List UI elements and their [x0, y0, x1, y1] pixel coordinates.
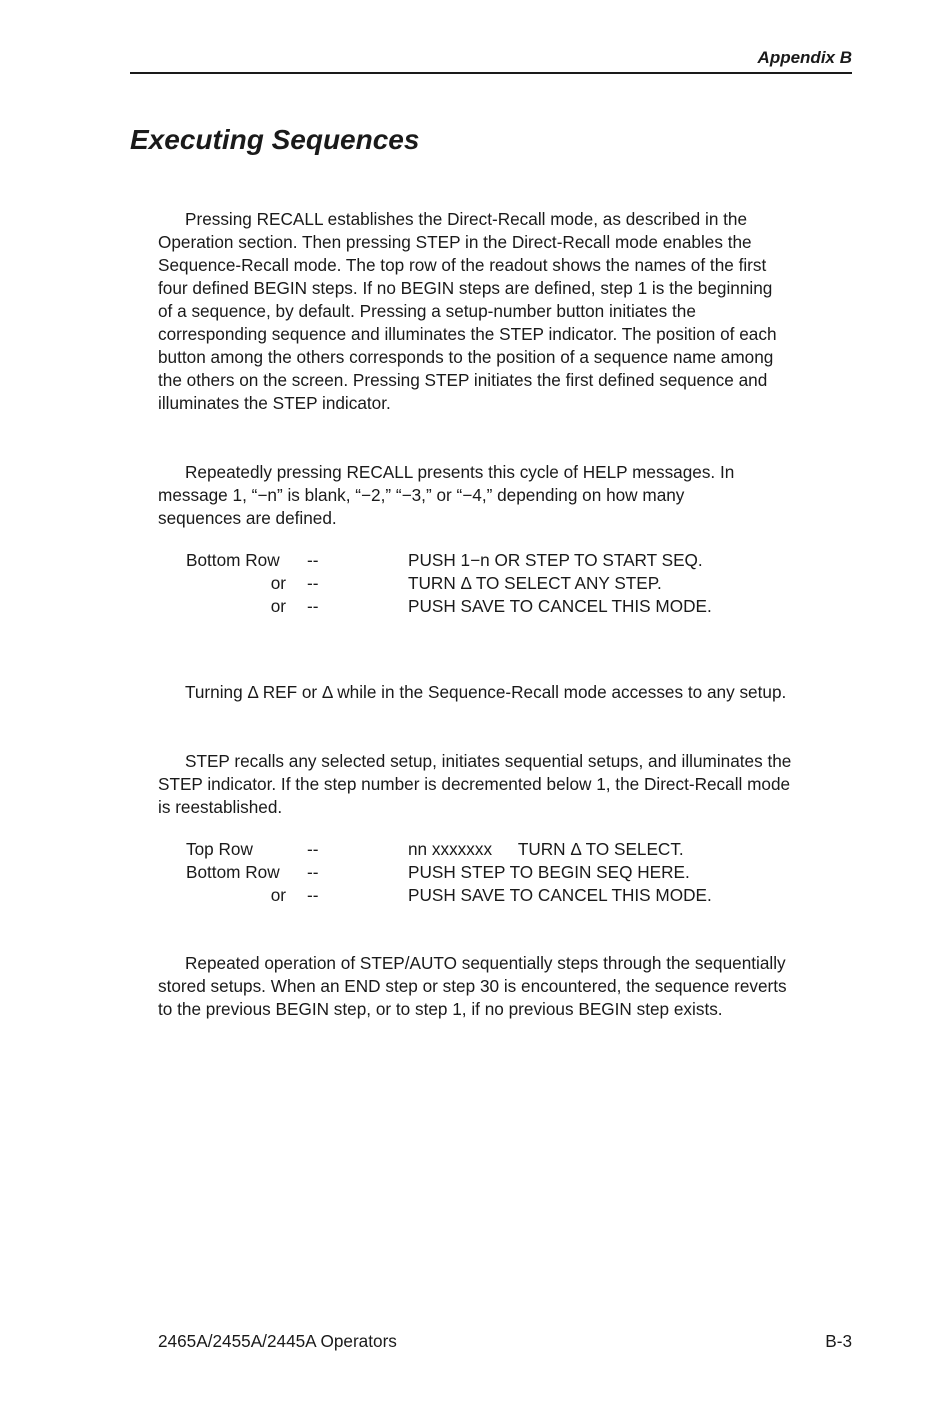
readout-message: TURN Δ TO SELECT ANY STEP.: [408, 573, 662, 593]
text-line: is reestablished.: [158, 797, 283, 817]
row-label: Bottom Row: [186, 550, 280, 570]
row-label: or: [270, 596, 286, 616]
paragraph-step-recall: [158, 750, 858, 819]
row-label: or: [270, 573, 286, 593]
readout-message: nn xxxxxxx TURN Δ TO SELECT.: [408, 839, 684, 859]
text-line: sequences are defined.: [158, 508, 337, 528]
text-line: Repeated operation of STEP/AUTO sequentially steps through the sequentially: [185, 953, 786, 973]
message-row: [186, 884, 806, 907]
text-line: illuminates the STEP indicator.: [158, 393, 391, 413]
row-label: or: [270, 885, 286, 905]
text-line: stored setups. When an END step or step 30 is encountered, the sequence reverts: [158, 976, 787, 996]
help-message-table-1: [186, 549, 806, 618]
text-line: button among the others corresponds to the position of a sequence name among: [158, 347, 774, 367]
message-row: [186, 595, 806, 618]
footer-manual-title: 2465A/2455A/2445A Operators: [158, 1331, 397, 1351]
text-line: STEP indicator. If the step number is decremented below 1, the Direct-Recall mode: [158, 774, 791, 794]
help-message-table-2: [186, 838, 806, 907]
paragraph-step-auto: [158, 952, 858, 1021]
text-line: Repeatedly pressing RECALL presents this cycle of HELP messages. In: [185, 462, 735, 482]
running-header: Appendix B: [757, 48, 852, 67]
paragraph-delta-turning: [158, 681, 858, 704]
readout-message: PUSH SAVE TO CANCEL THIS MODE.: [408, 885, 712, 905]
text-line: the others on the screen. Pressing STEP initiates the first defined sequence and: [158, 370, 768, 390]
row-separator: --: [307, 573, 319, 593]
message-row: [186, 861, 806, 884]
text-line: corresponding sequence and illuminates the STEP indicator. The position of each: [158, 324, 777, 344]
header-rule: [130, 72, 852, 74]
message-row: [186, 838, 806, 861]
paragraph-sequence-recall: [158, 208, 858, 415]
readout-message: PUSH STEP TO BEGIN SEQ HERE.: [408, 862, 690, 882]
text-line: Sequence-Recall mode. The top row of the readout shows the names of the first: [158, 255, 767, 275]
section-title: Executing Sequences: [130, 124, 420, 155]
text-line: four defined BEGIN steps. If no BEGIN steps are defined, step 1 is the beginning: [158, 278, 773, 298]
row-label: Top Row: [186, 839, 253, 859]
readout-message: PUSH SAVE TO CANCEL THIS MODE.: [408, 596, 712, 616]
text-line: Turning Δ REF or Δ while in the Sequence-Recall mode accesses to any setup.: [185, 682, 787, 702]
row-separator: --: [307, 862, 319, 882]
row-separator: --: [307, 550, 319, 570]
row-separator: --: [307, 885, 319, 905]
message-row: [186, 572, 806, 595]
readout-message: PUSH 1−n OR STEP TO START SEQ.: [408, 550, 703, 570]
paragraph-help-messages: [158, 461, 858, 530]
message-row: [186, 549, 806, 572]
text-line: Operation section. Then pressing STEP in the Direct-Recall mode enables the: [158, 232, 752, 252]
text-line: Pressing RECALL establishes the Direct-Recall mode, as described in the: [185, 209, 748, 229]
row-label: Bottom Row: [186, 862, 280, 882]
row-separator: --: [307, 596, 319, 616]
text-line: message 1, “−n” is blank, “−2,” “−3,” or “−4,” depending on how many: [158, 485, 685, 505]
text-line: to the previous BEGIN step, or to step 1, if no previous BEGIN step exists.: [158, 999, 723, 1019]
row-separator: --: [307, 839, 319, 859]
text-line: STEP recalls any selected setup, initiates sequential setups, and illuminates the: [185, 751, 792, 771]
footer-page-number: B-3: [825, 1331, 852, 1351]
text-line: of a sequence, by default. Pressing a setup-number button initiates the: [158, 301, 696, 321]
